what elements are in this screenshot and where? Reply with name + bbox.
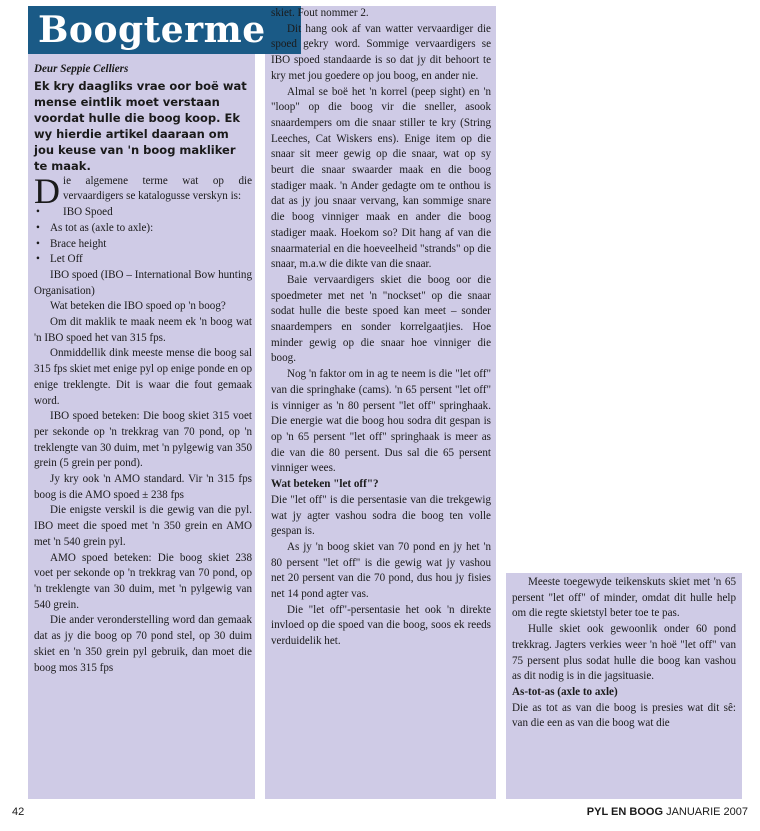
terms-list [34,205,252,268]
author-byline: Deur Seppie Celliers [34,63,129,75]
magazine-name: PYL EN BOOG [586,806,663,818]
page-title: Boogterme [38,9,266,51]
paragraph: AMO spoed beteken: Die boog skiet 238 voet per sekonde op 'n trekkrag van 70 pond, op 'n treklengte van 30 duim, met 'n pylgewig van 540 grein. [34,551,252,611]
title-banner [28,6,301,54]
paragraph: Dit hang ook af van watter vervaardiger die spoed gekry word. Sommige vervaardigers se IBO spoed standaarde is so dat jy dit behoort te kry met jou goedere op jou boog, en ander nie. [271,22,491,82]
paragraph: Die "let off"-persentasie het ook 'n direkte invloed op die spoed van die boog, soos ek reeds verduidelik het. [271,603,491,648]
paragraph: IBO spoed (IBO – International Bow hunting Organisation) [34,268,252,297]
section-heading: As-tot-as (axle to axle) [512,685,618,698]
paragraph: Jy kry ook 'n AMO standard. Vir 'n 315 fps boog is die AMO spoed ± 238 fps [34,473,252,501]
footer-masthead [587,806,748,818]
drop-cap: D [34,170,60,211]
first-paragraph-text: ie algemene terme wat op die vervaardigers se katalogusse verskyn is: [63,174,252,203]
paragraph: Nog 'n faktor om in ag te neem is die "let off" van die springhake (cams). 'n 65 persent "let off" is vinniger as 'n 80 persent "let off" springhaak. Die energie wat die boog hou sodra dit gespan is op 'n 65 persent "let off" springhaak is meer as die van die 80 persent. Dus sal die 65 persent vinniger wees. [271,368,491,475]
list-item: • IBO Spoed [34,205,252,221]
paragraph: Baie vervaardigers skiet die boog oor die spoedmeter met net 'n "nockset" op die snaar sodat hulle die beste spoed kan meet – sonder snaardempers en sonder korrelgaatjies. Hoe minder gewig op die snaar hoe vinniger die boog. [271,273,491,365]
list-item: • As tot as (axle to axle): [34,221,252,237]
column-3 [512,575,736,732]
paragraph: Die enigste verskil is die gewig van die pyl. IBO meet die spoed met 'n 350 grein en AMO met 'n 540 grein pyl. [34,504,252,548]
paragraph: skiet. Fout nommer 2. [271,7,369,19]
paragraph: Om dit maklik te maak neem ek 'n boog wat 'n IBO spoed het van 315 fps. [34,316,252,344]
first-paragraph [34,170,252,211]
paragraph: Die ander veronderstelling word dan gemaak dat as jy die boog op 70 pond stel, op 30 duim skiet en 'n 350 grein pyl gebruik, dan moet die boog mos 315 fps [34,614,252,674]
intro-paragraph: Ek kry daagliks vrae oor boë wat mense eintlik moet verstaan voordat hulle die boog koop. Ek wy hierdie artikel daaraan om jou keuse van 'n boog makliker te maak. [34,78,247,173]
column-2 [271,6,491,650]
paragraph: IBO spoed beteken: Die boog skiet 315 voet per sekonde op 'n trekkrag van 70 pond, op 'n treklengte van 30 duim, met 'n pylgewig van 350 grein (5 grein per pond). [34,410,252,470]
section-heading: Wat beteken "let off"? [271,478,379,491]
list-item: • Brace height [34,237,252,253]
page-number: 42 [12,806,25,818]
column-1 [34,62,252,676]
paragraph: Wat beteken die IBO spoed op 'n boog? [50,300,226,313]
paragraph: Die as tot as van die boog is presies wat dit sê: van die een as van die boog wat die [512,701,736,730]
paragraph: Onmiddellik dink meeste mense die boog sal 315 fps skiet met enige pyl op enige ponde en op enige treklengte. Dit is waar die fout gemaak word. [34,347,252,407]
paragraph: Meeste toegewyde teikenskuts skiet met 'n 65 persent "let off" of minder, omdat dit hulle help om die regte skietstyl beter toe te pas. [512,576,736,620]
issue-date: JANUARIE 2007 [666,806,748,818]
paragraph: Die "let off" is die persentasie van die trekgewig wat jy agter vashou sodra die boog ten volle gespan is. [271,493,491,538]
list-item: • Let Off [34,252,252,268]
paragraph: Hulle skiet ook gewoonlik onder 60 pond trekkrag. Jagters verkies weer 'n hoë "let off" van 75 persent plus sodat hulle die boog kan vashou as dit nodig is in die jagsituasie. [512,623,736,683]
paragraph: As jy 'n boog skiet van 70 pond en jy het 'n 80 persent "let off" is die gewig wat jy vashou net 20 persent van die 70 pond, dus hou jy fisies net 14 pond agter vas. [271,540,491,601]
paragraph: Almal se boë het 'n korrel (peep sight) en 'n "loop" op die boog vir die sneller, asook snaardempers om die snaar stiller te kry (String Leeches, Cat Wiskers ens). Enige item op die snaar sit meer gewig op die snaar, wat op sy beurt die snaar swaarder maak en die boog stadiger maak. 'n Ander gedagte om te onthou is dat as jy jou snaar vervang, kan sommige snare die boog vinniger maak en ander die boog stadiger maak. Hoekom so? Dit hang af van die snaarmaterial en die hoeveelheid "strands" op die snaar, m.a.w die dikte van die snaar. [271,85,491,271]
